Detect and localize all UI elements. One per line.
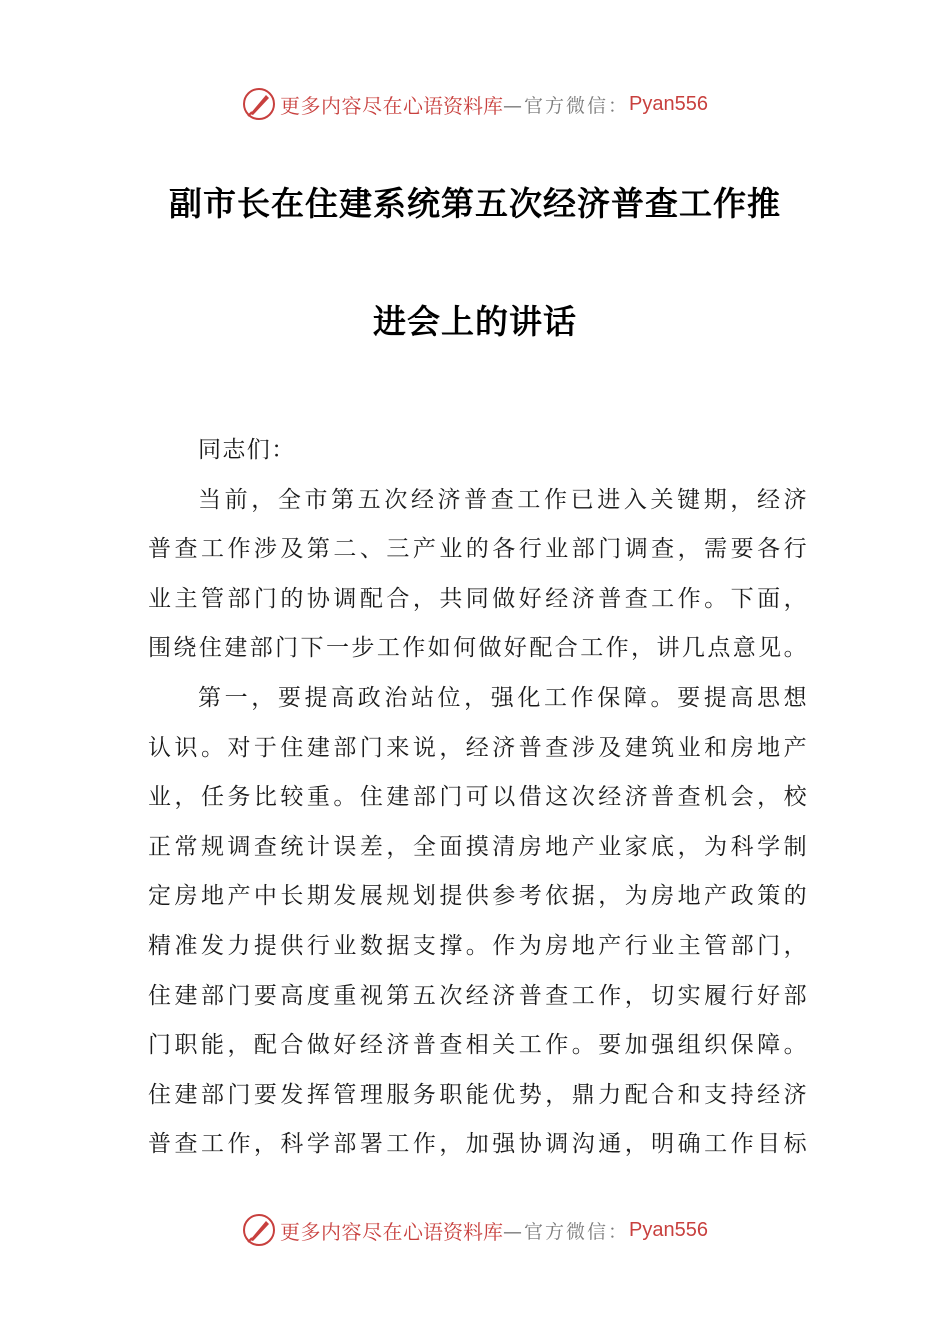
body-line: 正常规调查统计误差，全面摸清房地产业家底，为科学制 bbox=[148, 833, 808, 860]
banner-part-1: 更多内容尽在 bbox=[280, 93, 403, 118]
footer-watermark-banner bbox=[0, 1210, 950, 1250]
banner-part-2: 心语资料库 bbox=[403, 1219, 503, 1244]
banner-part-3: —官方微信： bbox=[503, 1220, 630, 1243]
body-line: 住建部门要发挥管理服务职能优势，鼎力配合和支持经济 bbox=[148, 1081, 808, 1108]
quill-logo-icon bbox=[242, 1213, 276, 1247]
banner-wechat-id: Pyan556 bbox=[629, 1218, 708, 1241]
header-watermark-banner bbox=[0, 84, 950, 124]
body-line: 精准发力提供行业数据支撑。作为房地产行业主管部门， bbox=[148, 932, 808, 959]
body-line: 住建部门要高度重视第五次经济普查工作，切实履行好部 bbox=[148, 982, 808, 1009]
banner-wechat-id: Pyan556 bbox=[629, 92, 708, 115]
body-line: 普查工作涉及第二、三产业的各行业部门调查，需要各行 bbox=[148, 536, 808, 563]
banner-part-3: —官方微信： bbox=[503, 94, 630, 117]
banner-part-1: 更多内容尽在 bbox=[280, 1219, 403, 1244]
body-line: 普查工作，科学部署工作，加强协调沟通，明确工作目标 bbox=[148, 1131, 808, 1158]
banner-text bbox=[280, 90, 708, 119]
body-line: 定房地产中长期发展规划提供参考依据，为房地产政策的 bbox=[148, 883, 808, 910]
banner-part-2: 心语资料库 bbox=[403, 93, 503, 118]
body-line: 业，任务比较重。住建部门可以借这次经济普查机会，校 bbox=[148, 784, 808, 811]
salutation: 同志们： bbox=[198, 437, 296, 463]
quill-logo-icon bbox=[242, 87, 276, 121]
body-line: 当前，全市第五次经济普查工作已进入关键期，经济 bbox=[198, 486, 808, 513]
banner-text bbox=[280, 1216, 708, 1245]
speech-body bbox=[148, 426, 808, 1170]
body-line: 认识。对于住建部门来说，经济普查涉及建筑业和房地产 bbox=[148, 734, 808, 761]
body-line: 第一，要提高政治站位，强化工作保障。要提高思想 bbox=[198, 684, 808, 711]
body-line: 业主管部门的协调配合，共同做好经济普查工作。下面， bbox=[148, 585, 808, 612]
body-line: 围绕住建部门下一步工作如何做好配合工作，讲几点意见。 bbox=[148, 635, 808, 662]
document-title-line-1: 副市长在住建系统第五次经济普查工作推 bbox=[169, 184, 781, 223]
document-title-line-2: 进会上的讲话 bbox=[373, 302, 577, 341]
body-line: 门职能，配合做好经济普查相关工作。要加强组织保障。 bbox=[148, 1032, 808, 1059]
